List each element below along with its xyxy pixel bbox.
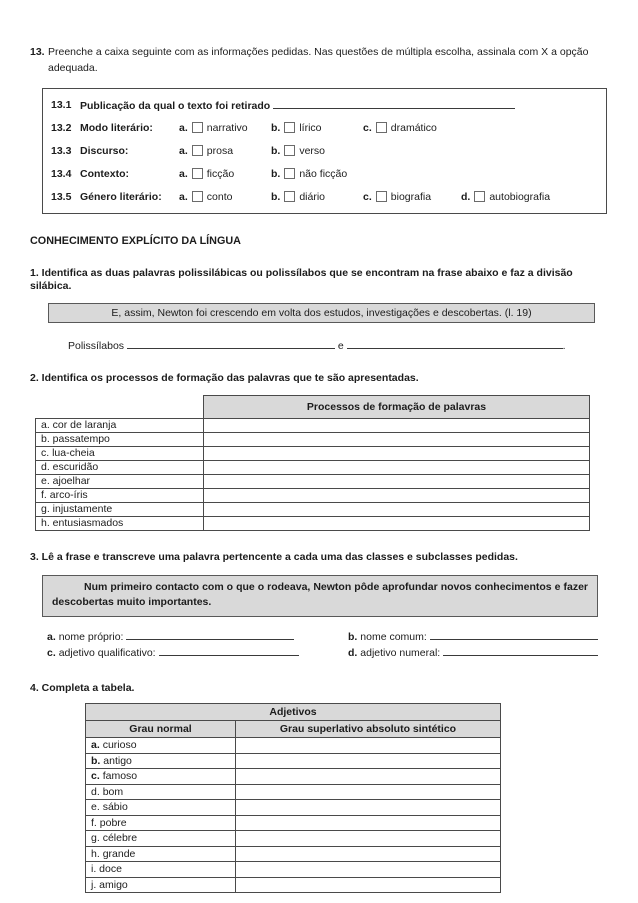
field-adjetivo-numeral: d. adjetivo numeral: <box>348 646 608 659</box>
polissilabos-label: Polissílabos <box>68 339 125 352</box>
table-row <box>36 447 590 461</box>
polissilabos-fill-2[interactable] <box>347 339 563 349</box>
item-label: Contexto: <box>80 167 129 180</box>
row-13-4 <box>51 168 598 191</box>
adjective-cell: i. doce <box>86 862 236 878</box>
question-1-text: 1. Identifica as duas palavras polissilábicas ou polissílabos que se encontram na frase abaixo e faz a divisão silábica. <box>30 266 573 293</box>
empty-header-cell <box>36 396 204 419</box>
answer-cell[interactable] <box>236 846 501 862</box>
item-number: 13.5 <box>51 190 72 203</box>
word-formation-table <box>35 395 590 531</box>
table-row <box>36 517 590 531</box>
answer-cell[interactable] <box>204 517 590 531</box>
item-number: 13.2 <box>51 121 72 134</box>
checkbox-diario[interactable] <box>284 191 295 202</box>
adjective-cell: d. bom <box>86 784 236 800</box>
word-cell: d. escuridão <box>36 461 204 475</box>
answer-cell[interactable] <box>236 753 501 769</box>
answer-cell[interactable] <box>236 862 501 878</box>
checkbox-narrativo[interactable] <box>192 122 203 133</box>
option-conto: a. conto <box>179 190 233 203</box>
option-dramatico: c. dramático <box>363 121 437 134</box>
word-cell: f. arco-íris <box>36 489 204 503</box>
adjetivo-qualificativo-fill[interactable] <box>159 646 299 656</box>
connector: e <box>337 339 344 352</box>
table-row <box>86 862 501 878</box>
table-row <box>36 489 590 503</box>
adjective-cell: j. amigo <box>86 877 236 893</box>
adjective-cell: h. grande <box>86 846 236 862</box>
table-row <box>36 433 590 447</box>
checkbox-autobiografia[interactable] <box>474 191 485 202</box>
publication-fill-line[interactable] <box>273 99 515 109</box>
field-adjetivo-qualificativo: c. adjetivo qualificativo: <box>47 646 348 659</box>
table-row <box>86 877 501 893</box>
adjective-cell: g. célebre <box>86 831 236 847</box>
table-row <box>36 461 590 475</box>
answer-cell[interactable] <box>204 419 590 433</box>
nome-comum-fill[interactable] <box>430 630 598 640</box>
item-label: Género literário: <box>80 190 162 203</box>
answer-cell[interactable] <box>236 800 501 816</box>
answer-cell[interactable] <box>204 489 590 503</box>
question-1-answer-line: Polissílabos e . <box>68 339 566 352</box>
answer-cell[interactable] <box>236 769 501 785</box>
checkbox-biografia[interactable] <box>376 191 387 202</box>
checkbox-conto[interactable] <box>192 191 203 202</box>
table-row <box>86 831 501 847</box>
row-13-5 <box>51 191 598 205</box>
option-prosa: a. prosa <box>179 144 234 157</box>
row-13-2 <box>51 122 598 145</box>
section-heading: CONHECIMENTO EXPLÍCITO DA LÍNGUA <box>30 234 241 247</box>
item-number: 13.3 <box>51 144 72 157</box>
answer-cell[interactable] <box>204 461 590 475</box>
adjective-cell: a. curioso <box>86 738 236 754</box>
row-13-3 <box>51 145 598 168</box>
option-nao-ficcao: b. não ficção <box>271 167 348 180</box>
adjective-cell: c. famoso <box>86 769 236 785</box>
table-row <box>36 475 590 489</box>
answer-cell[interactable] <box>204 433 590 447</box>
item-number: 13.1 <box>51 98 72 111</box>
answer-cell[interactable] <box>236 877 501 893</box>
adjective-cell: b. antigo <box>86 753 236 769</box>
field-nome-comum: b. nome comum: <box>348 630 608 643</box>
option-diario: b. diário <box>271 190 326 203</box>
question-13-number: 13. <box>30 46 45 58</box>
word-cell: b. passatempo <box>36 433 204 447</box>
item-label: Discurso: <box>80 144 129 157</box>
checkbox-dramatico[interactable] <box>376 122 387 133</box>
checkbox-ficcao[interactable] <box>192 168 203 179</box>
table-row <box>86 769 501 785</box>
question-2-text: 2. Identifica os processos de formação das palavras que te são apresentadas. <box>30 371 419 384</box>
option-lirico: b. lírico <box>271 121 322 134</box>
col2-header: Grau superlativo absoluto sintético <box>236 721 501 738</box>
question-13-box <box>42 88 607 214</box>
polissilabos-fill-1[interactable] <box>127 339 335 349</box>
table-row <box>86 846 501 862</box>
answer-cell[interactable] <box>236 831 501 847</box>
adjective-cell: e. sábio <box>86 800 236 816</box>
option-biografia: c. biografia <box>363 190 432 203</box>
question-1-quote-box: E, assim, Newton foi crescendo em volta dos estudos, investigações e descobertas. (l. 19) <box>48 303 595 323</box>
question-3-fields <box>47 630 608 659</box>
table-row <box>86 815 501 831</box>
table-row <box>86 784 501 800</box>
answer-cell[interactable] <box>204 475 590 489</box>
checkbox-nao-ficcao[interactable] <box>284 168 295 179</box>
table-row <box>86 753 501 769</box>
option-verso: b. verso <box>271 144 326 157</box>
question-3-text: 3. Lê a frase e transcreve uma palavra pertencente a cada uma das classes e subclasses pedidas. <box>30 551 518 564</box>
table-header-row <box>86 721 501 738</box>
word-cell: h. entusiasmados <box>36 517 204 531</box>
answer-cell[interactable] <box>204 447 590 461</box>
option-ficcao: a. ficção <box>179 167 235 180</box>
option-autobiografia: d. autobiografia <box>461 190 551 203</box>
table-header-row <box>36 396 590 419</box>
table-row <box>86 738 501 754</box>
checkbox-lirico[interactable] <box>284 122 295 133</box>
adjetivo-numeral-fill[interactable] <box>443 646 598 656</box>
word-cell: c. lua-cheia <box>36 447 204 461</box>
question-3-quote-box: Num primeiro contacto com o que o rodeava, Newton pôde aprofundar novos conhecimentos e fazer descobertas muito importantes. <box>42 575 598 616</box>
table-row <box>36 419 590 433</box>
option-narrativo: a. narrativo <box>179 121 248 134</box>
question-13-intro <box>30 45 592 77</box>
table-title-row <box>86 704 501 721</box>
col1-header: Grau normal <box>86 721 236 738</box>
word-cell: g. injustamente <box>36 503 204 517</box>
answer-cell[interactable] <box>204 503 590 517</box>
question-13-text: Preenche a caixa seguinte com as informações pedidas. Nas questões de múltipla escolha, assinala com X a opção adequada. <box>48 46 589 74</box>
item-label: Modo literário: <box>80 121 153 134</box>
word-cell: e. ajoelhar <box>36 475 204 489</box>
table-row <box>36 503 590 517</box>
question-4-text: 4. Completa a tabela. <box>30 681 135 694</box>
table-row <box>86 800 501 816</box>
table4-title: Adjetivos <box>86 704 501 721</box>
table2-header: Processos de formação de palavras <box>204 396 590 419</box>
adjective-cell: f. pobre <box>86 815 236 831</box>
nome-proprio-fill[interactable] <box>126 630 294 640</box>
field-nome-proprio: a. nome próprio: <box>47 630 348 643</box>
item-label: Publicação da qual o texto foi retirado <box>80 99 515 112</box>
word-cell: a. cor de laranja <box>36 419 204 433</box>
row-13-1 <box>51 99 598 122</box>
adjectives-table <box>85 703 501 893</box>
checkbox-verso[interactable] <box>284 145 295 156</box>
answer-cell[interactable] <box>236 738 501 754</box>
answer-cell[interactable] <box>236 815 501 831</box>
answer-cell[interactable] <box>236 784 501 800</box>
checkbox-prosa[interactable] <box>192 145 203 156</box>
item-number: 13.4 <box>51 167 72 180</box>
